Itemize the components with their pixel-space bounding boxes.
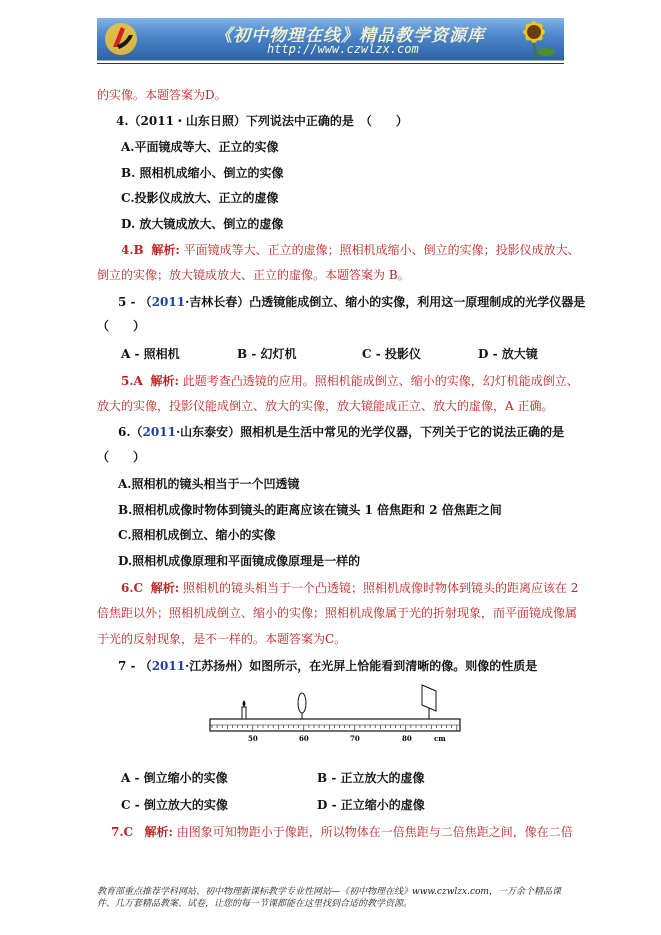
tick-label-60: 60 xyxy=(299,734,309,743)
light-screen-icon xyxy=(422,685,436,719)
site-logo-icon xyxy=(103,21,139,57)
question-6-stem: 6.（2011·山东泰安）照相机是生活中常见的光学仪器，下列关于它的说法正确的是 xyxy=(118,425,565,439)
question-6-option-c: C.照相机成倒立、缩小的实像 xyxy=(118,528,276,542)
question-7-option-a: A - 倒立缩小的实像 xyxy=(121,771,228,785)
question-4-option-b: B. 照相机成缩小、倒立的实像 xyxy=(121,166,284,180)
answer-7-line-1: 7.C 解析: 由图象可知物距小于像距，所以物体在一倍焦距与二倍焦距之间，像在二倍 xyxy=(111,825,573,839)
question-5-option-c: C - 投影仪 xyxy=(362,347,421,361)
question-6-option-a: A.照相机的镜头相当于一个凹透镜 xyxy=(118,477,300,491)
question-5-option-a: A - 照相机 xyxy=(121,347,180,361)
convex-lens-icon xyxy=(298,693,306,719)
answer-6-line-1: 6.C 解析: 照相机的镜头相当于一个凸透镜；照相机成像时物体到镜头的距离应该在 2 xyxy=(121,581,579,595)
answer-5-line-1: 5.A 解析: 此题考查凸透镜的应用。照相机能成倒立、缩小的实像，幻灯机能成倒立、 xyxy=(121,374,579,388)
question-5-paren: （ ） xyxy=(97,319,146,333)
answer-5-line-2: 放大的实像，投影仪能成倒立、放大的实像，放大镜能成正立、放大的虚像，A 正确。 xyxy=(97,399,554,413)
answer-4-line-2: 倒立的实像；放大镜成放大、正立的虚像。本题答案为 B。 xyxy=(97,268,410,282)
question-4-option-c: C.投影仪成放大、正立的虚像 xyxy=(121,191,279,205)
tick-label-50: 50 xyxy=(248,734,258,743)
text-line: 的实像。本题答案为D。 xyxy=(97,88,227,102)
sunflower-icon xyxy=(494,18,564,60)
optical-bench-figure xyxy=(208,683,464,749)
question-6-option-d: D.照相机成像原理和平面镜成像原理是一样的 xyxy=(118,554,361,568)
question-7-option-b: B - 正立放大的虚像 xyxy=(317,771,425,785)
tick-label-70: 70 xyxy=(350,734,360,743)
answer-4-line-1: 4.B 解析: 平面镜成等大、正立的虚像；照相机成缩小、倒立的实像；投影仪成放大、 xyxy=(121,243,580,257)
question-7-option-c: C - 倒立放大的实像 xyxy=(121,798,228,812)
candle-icon xyxy=(242,700,246,719)
answer-6-line-2: 倍焦距以外；照相机成倒立、缩小的实像；照相机成像属于光的折射现象，而平面镜成像属 xyxy=(97,606,578,620)
unit-label: cm xyxy=(434,734,446,743)
page-footer: 教育部重点推荐学科网站、初中物理新课标教学专业性网站—《初中物理在线》www.czwlzx.com，一万余个精品课件、几万套精品教案、试卷，让您的每一节课都能在这里找到合适的教学资源。 xyxy=(97,887,561,909)
question-4-option-d: D. 放大镜成放大、倒立的虚像 xyxy=(121,217,284,231)
question-4-stem: 4.（2011・山东日照）下列说法中正确的是 （ ） xyxy=(116,114,408,128)
question-7-option-d: D - 正立缩小的虚像 xyxy=(317,798,425,812)
tick-label-80: 80 xyxy=(402,734,412,743)
header-banner xyxy=(97,18,564,61)
banner-title: 《初中物理在线》精品教学资源库 xyxy=(215,26,485,46)
header-rule xyxy=(97,63,564,64)
question-6-paren: （ ） xyxy=(97,450,146,464)
question-4-option-a: A.平面镜成等大、正立的实像 xyxy=(121,140,279,154)
question-5-option-d: D - 放大镜 xyxy=(478,347,538,361)
banner-url[interactable]: http://www.czwlzx.com xyxy=(267,42,419,56)
question-5-stem: 5 - （2011·吉林长春）凸透镜能成倒立、缩小的实像，利用这一原理制成的光学仪器是 xyxy=(118,295,586,309)
answer-6-line-3: 于光的反射现象，是不一样的。本题答案为C。 xyxy=(97,632,347,646)
question-7-stem: 7 - （2011·江苏扬州）如图所示，在光屏上恰能看到清晰的像。则像的性质是 xyxy=(118,659,538,673)
question-5-option-b: B - 幻灯机 xyxy=(237,347,297,361)
question-6-option-b: B.照相机成像时物体到镜头的距离应该在镜头 1 倍焦距和 2 倍焦距之间 xyxy=(118,503,502,517)
